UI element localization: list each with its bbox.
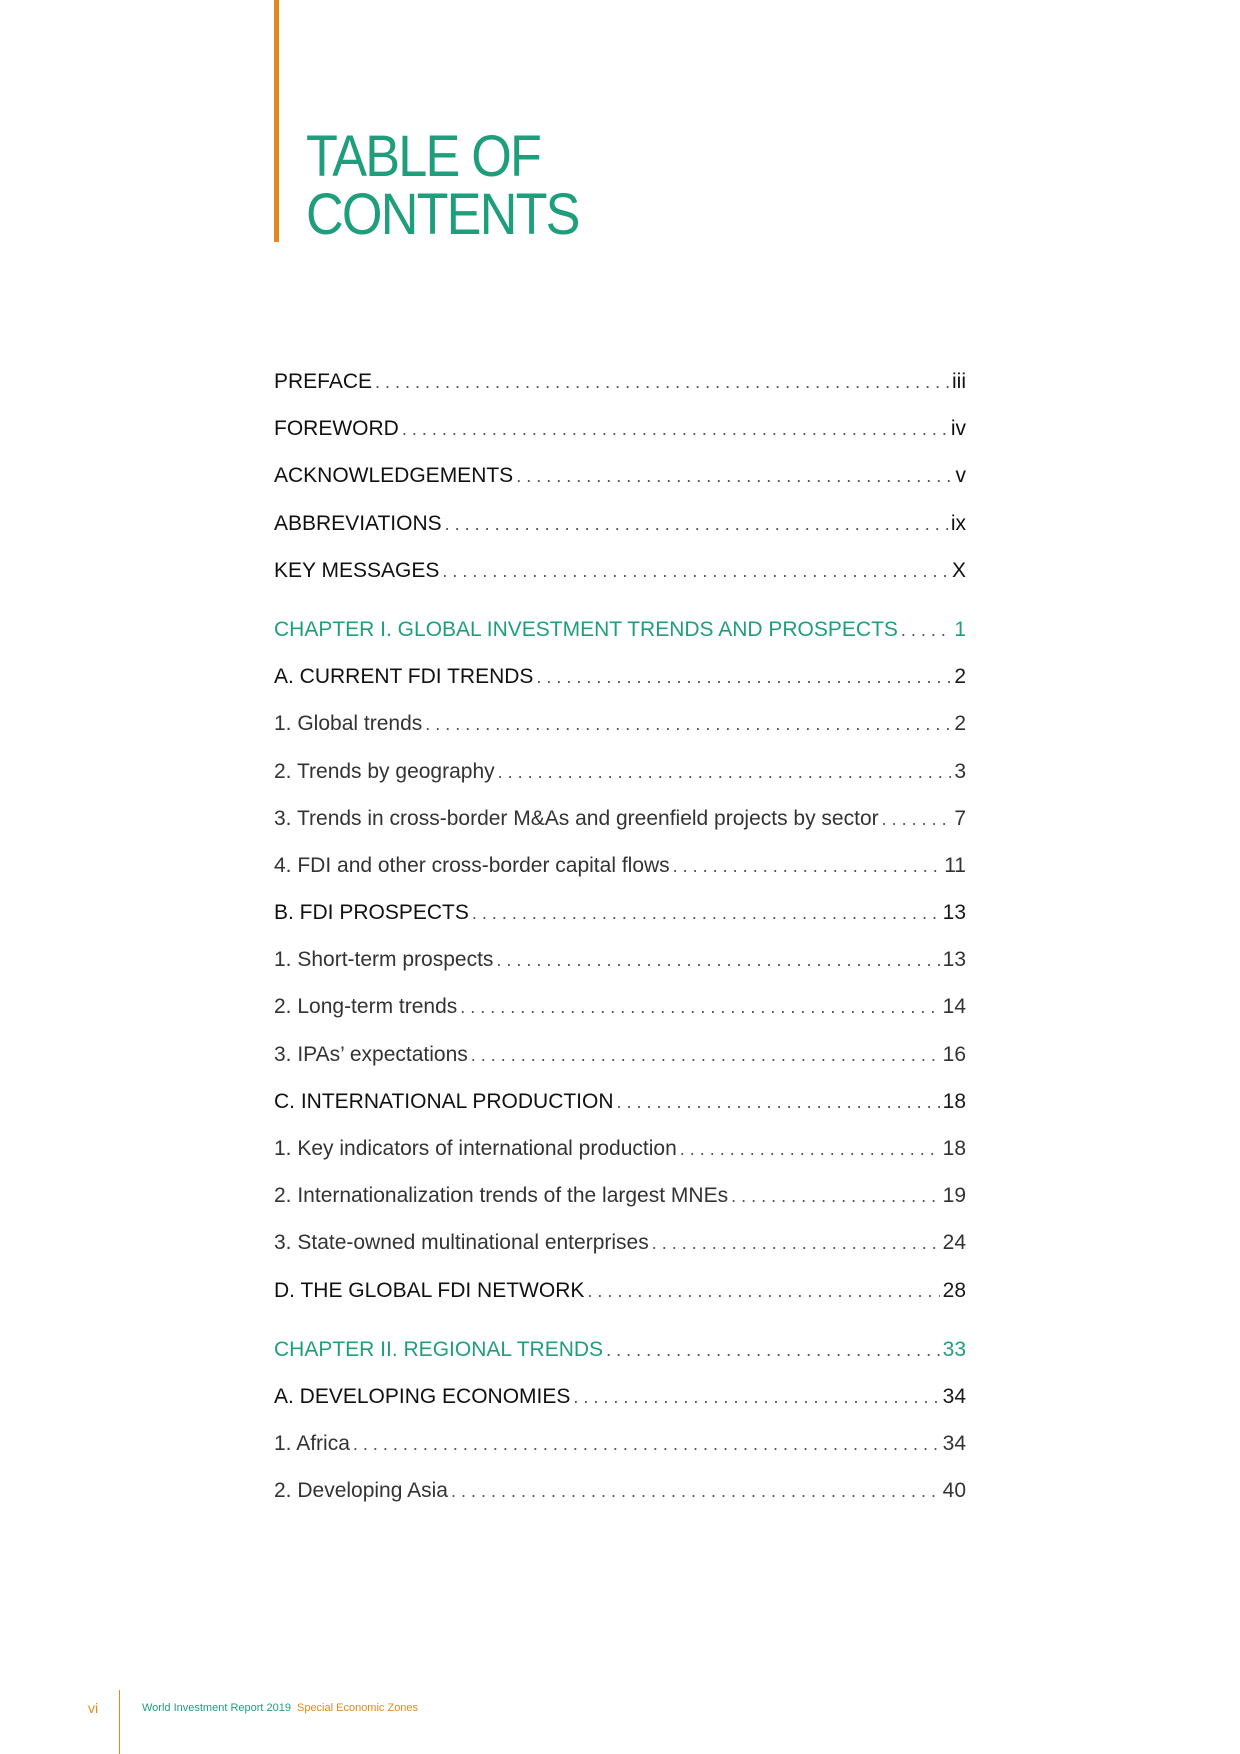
toc-entry[interactable] [274,1279,966,1326]
toc-entry-label: C. INTERNATIONAL PRODUCTION [274,1089,614,1113]
toc-entry-label: 2. Long-term trends [274,995,458,1019]
page-title-line-1: TABLE OF [306,124,541,189]
toc-entry[interactable] [274,901,966,948]
toc-dot-leader [731,1186,940,1207]
toc-entry-label: 1. Key indicators of international production [274,1137,677,1160]
toc-entry-page: 13 [942,948,966,972]
toc-dot-leader [652,1233,940,1254]
title-accent-bar [274,0,279,242]
toc-entry-page: 14 [942,995,966,1019]
toc-dot-leader [882,809,952,830]
toc-entry-label: D. THE GLOBAL FDI NETWORK [274,1278,585,1302]
toc-dot-leader [460,997,939,1018]
footer-report-subtitle: Special Economic Zones [296,1702,419,1714]
toc-dot-leader [471,1045,940,1066]
toc-entry[interactable] [274,760,966,807]
toc-dot-leader [498,762,952,783]
toc-dot-leader [353,1434,940,1455]
toc-entry-label: 2. Developing Asia [274,1479,448,1503]
toc-entry-page: 3 [954,759,966,783]
toc-entry-page: 18 [942,1137,966,1160]
toc-dot-leader [425,714,951,735]
toc-entry-label: A. DEVELOPING ECONOMIES [274,1384,571,1408]
toc-dot-leader [472,903,940,924]
toc-dot-leader [445,514,948,535]
toc-entry[interactable] [274,417,966,464]
toc-entry[interactable] [274,854,966,901]
page-title [306,124,579,247]
toc-entry[interactable] [274,512,966,559]
toc-dot-leader [680,1139,940,1160]
toc-entry-page: ix [950,511,966,535]
toc-entry[interactable] [274,370,966,417]
footer-page-number: vi [88,1700,99,1716]
toc-dot-leader [587,1281,939,1302]
toc-entry-label: 2. Trends by geography [274,759,495,783]
toc-dot-leader [375,372,949,393]
toc-entry[interactable] [274,1385,966,1432]
toc-entry-label: KEY MESSAGES [274,558,440,582]
toc-entry[interactable] [274,559,966,606]
toc-dot-leader [536,667,951,688]
toc-entry-page: 11 [944,853,966,877]
toc-entry[interactable] [274,1184,966,1231]
toc-entry-page: 34 [942,1384,966,1408]
toc-entry-label: CHAPTER I. GLOBAL INVESTMENT TRENDS AND PROSPECTS [274,617,898,641]
toc-dot-leader [673,856,942,877]
table-of-contents [274,370,966,1527]
toc-entry-page: v [955,464,966,488]
footer-divider [119,1690,120,1754]
toc-entry-label: B. FDI PROSPECTS [274,901,469,925]
toc-entry-page: X [951,558,966,582]
toc-entry-page: 1 [954,617,966,641]
toc-entry-label: ABBREVIATIONS [274,511,442,535]
toc-entry-page: 18 [942,1089,966,1113]
toc-entry-page: 34 [942,1432,966,1456]
toc-entry-label: 3. Trends in cross-border M&As and greenfield projects by sector [274,806,879,830]
toc-entry-page: iv [950,417,966,441]
toc-entry-page: 40 [942,1479,966,1503]
toc-entry-page: 19 [942,1184,966,1208]
footer-report-title: World Investment Report 2019 [142,1702,291,1714]
toc-entry[interactable] [274,1043,966,1090]
toc-entry[interactable] [274,1231,966,1278]
toc-dot-leader [617,1092,940,1113]
toc-entry-label: 4. FDI and other cross-border capital flows [274,853,670,877]
toc-entry[interactable] [274,995,966,1042]
toc-entry-label: PREFACE [274,370,373,393]
toc-dot-leader [496,950,939,971]
toc-entry[interactable] [274,464,966,511]
toc-entry-label: ACKNOWLEDGEMENTS [274,464,514,488]
toc-entry-label: FOREWORD [274,417,399,441]
toc-entry-label: 1. Short-term prospects [274,948,494,972]
toc-entry-page: 28 [942,1278,966,1302]
toc-entry[interactable] [274,1137,966,1184]
toc-dot-leader [402,419,948,440]
toc-entry-page: 13 [942,901,966,925]
toc-entry-label: 3. State-owned multinational enterprises [274,1231,649,1255]
toc-entry[interactable] [274,712,966,759]
toc-entry-label: 3. IPAs’ expectations [274,1042,468,1066]
toc-entry[interactable] [274,807,966,854]
toc-entry-page: 16 [942,1042,966,1066]
toc-entry-label: 2. Internationalization trends of the largest MNEs [274,1184,729,1208]
toc-entry[interactable] [274,1338,966,1385]
toc-dot-leader [573,1387,939,1408]
toc-dot-leader [442,561,949,582]
toc-entry-page: 7 [954,806,966,830]
toc-entry-label: 1. Global trends [274,712,423,736]
toc-entry-page: 24 [942,1231,966,1255]
toc-dot-leader [901,620,951,641]
toc-entry-label: CHAPTER II. REGIONAL TRENDS [274,1337,604,1361]
toc-entry[interactable] [274,948,966,995]
toc-entry[interactable] [274,1432,966,1479]
toc-entry-label: A. CURRENT FDI TRENDS [274,665,534,689]
toc-entry[interactable] [274,618,966,665]
toc-entry-page: 2 [954,665,966,689]
toc-dot-leader [516,466,952,487]
footer-running-title [142,1702,418,1714]
page-title-line-2: CONTENTS [306,182,579,247]
toc-entry-page: iii [952,370,966,393]
toc-entry[interactable] [274,1090,966,1137]
toc-entry-page: 2 [954,712,966,736]
toc-entry[interactable] [274,1479,966,1526]
toc-entry-label: 1. Africa [274,1432,350,1456]
toc-entry-page: 33 [942,1337,966,1361]
toc-dot-leader [606,1340,940,1361]
toc-entry[interactable] [274,665,966,712]
toc-dot-leader [451,1481,940,1502]
